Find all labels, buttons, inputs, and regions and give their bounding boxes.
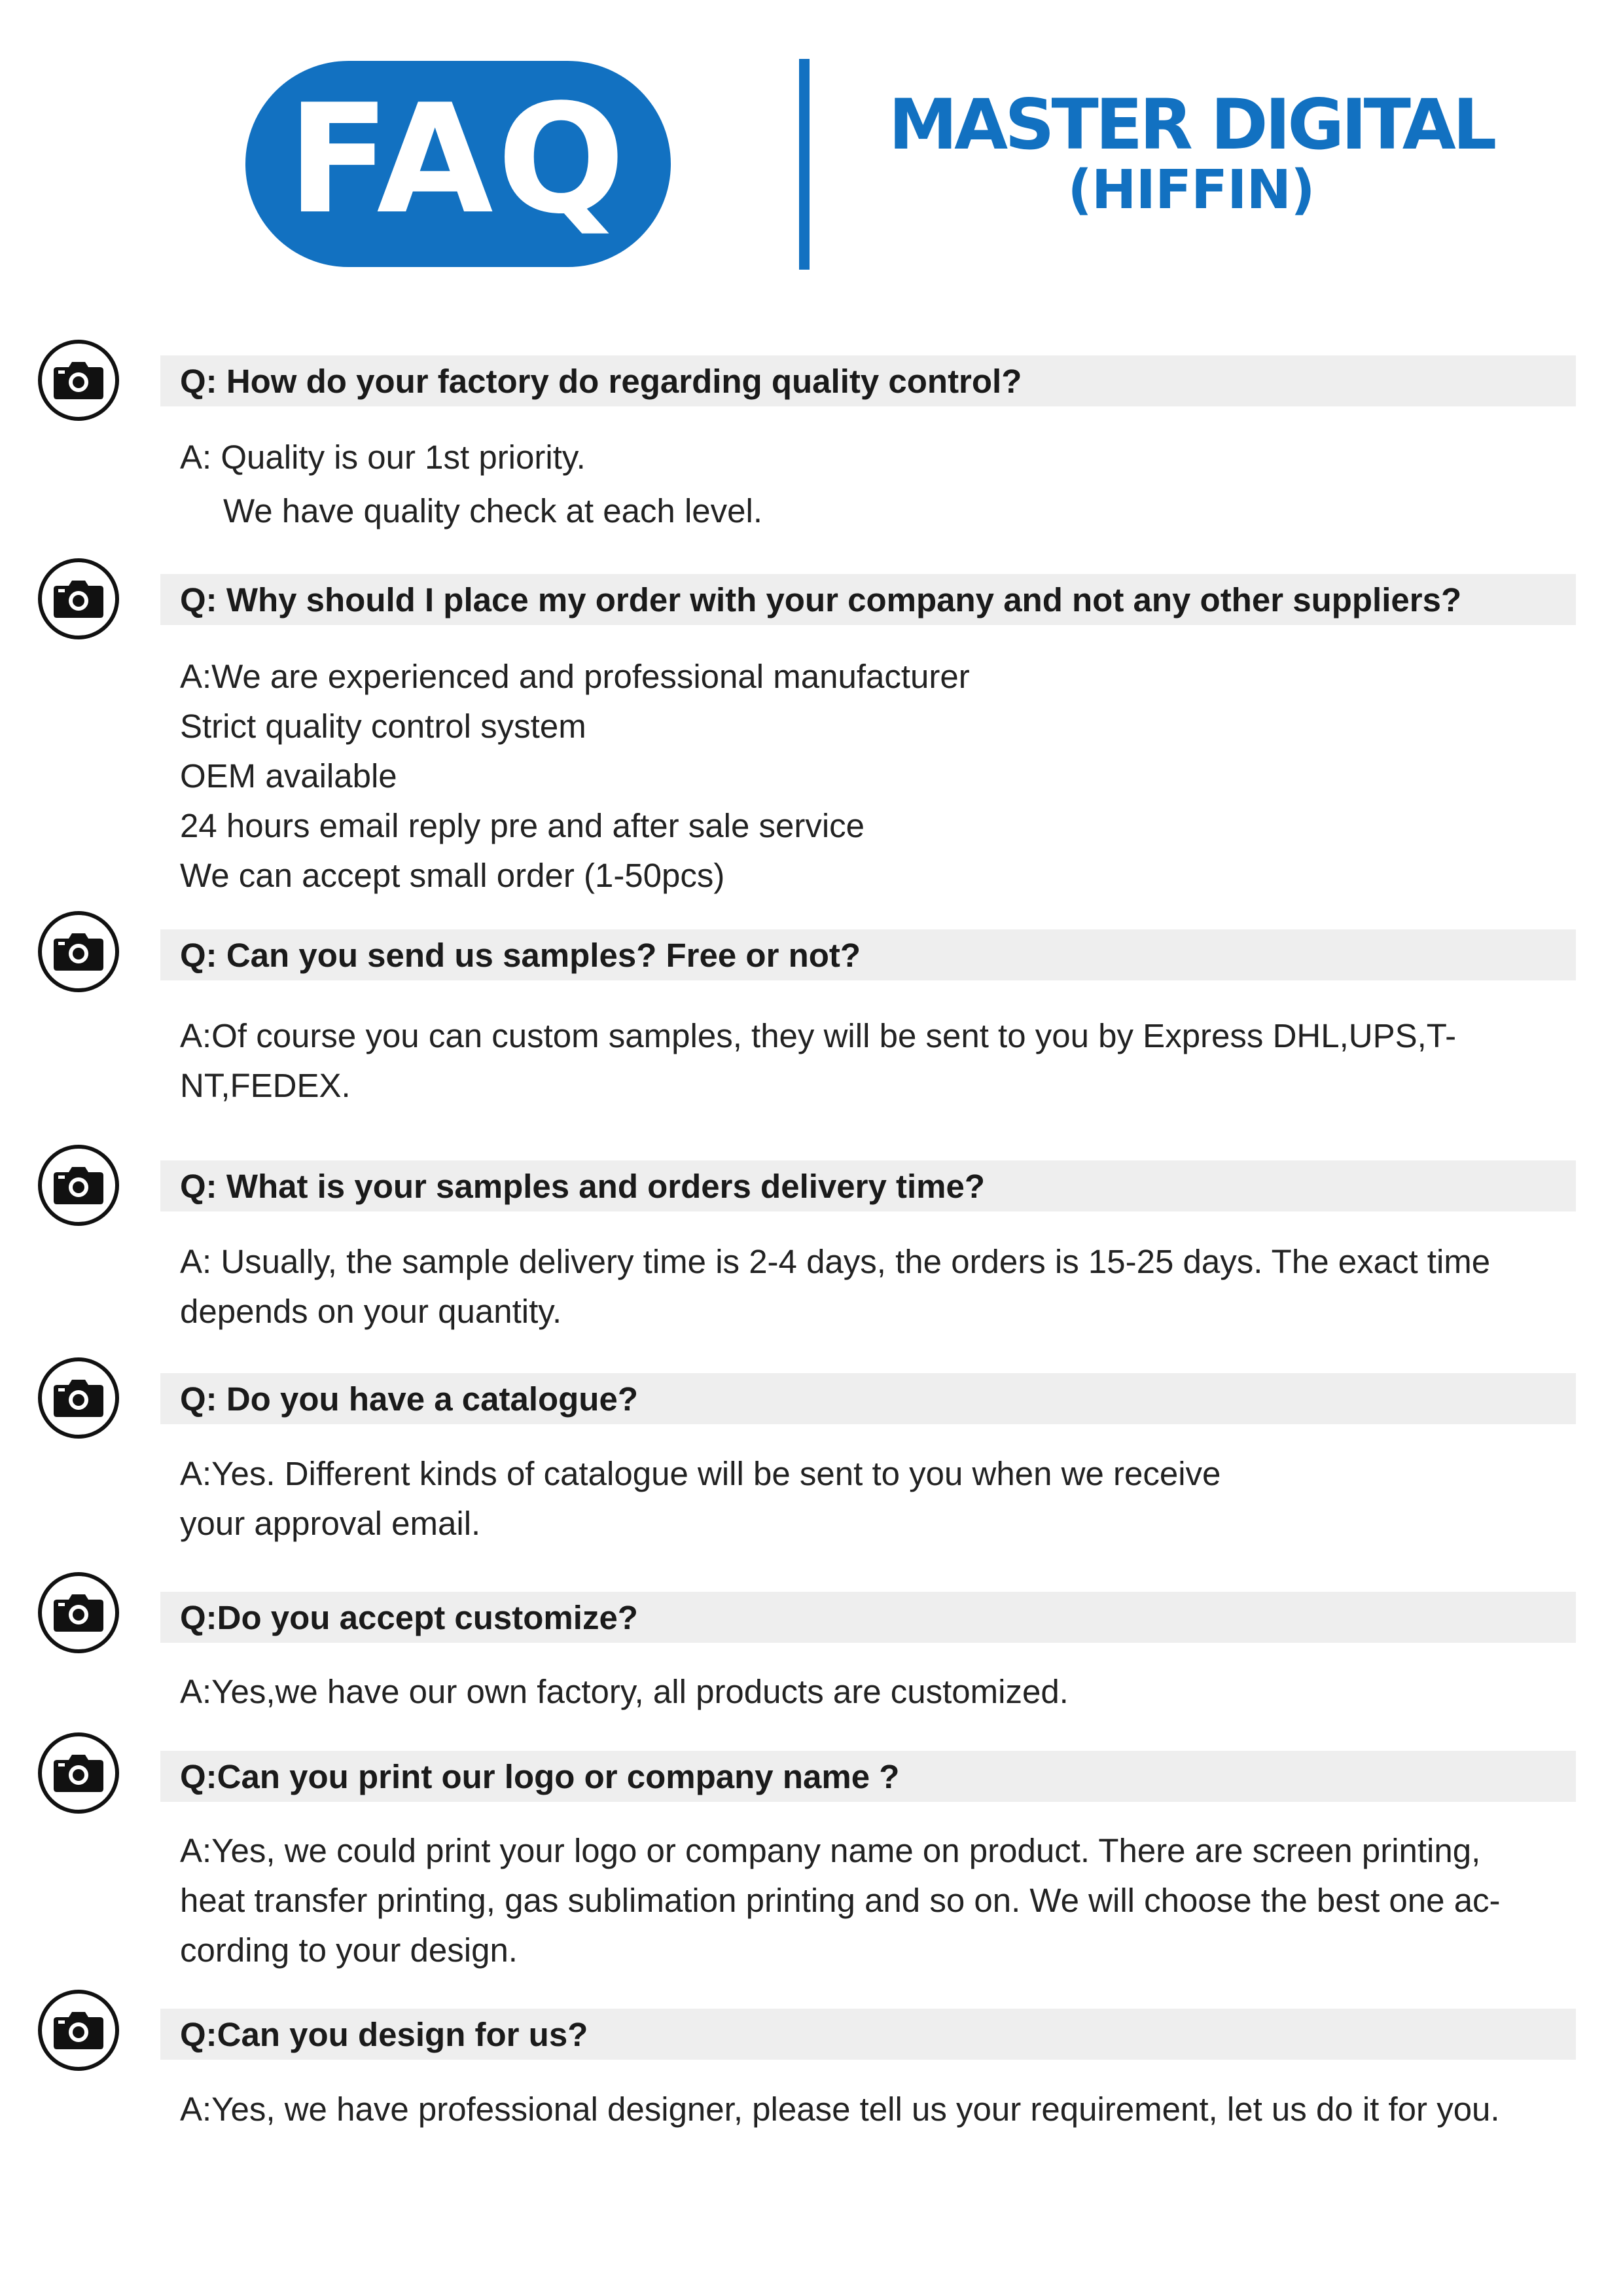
answer-line: A: Quality is our 1st priority. (180, 439, 586, 476)
question-text: Q: Can you send us samples? Free or not? (180, 937, 861, 974)
answer-line: cording to your design. (180, 1931, 518, 1969)
answer-line: your approval email. (180, 1505, 481, 1542)
answer-line: A:Yes,we have our own factory, all products are customized. (180, 1673, 1069, 1710)
question-text: Q: Do you have a catalogue? (180, 1380, 638, 1418)
question-text: Q:Can you print our logo or company name ? (180, 1758, 900, 1795)
camera-icon (38, 558, 119, 639)
answer-line: A:Yes. Different kinds of catalogue will be sent to you when we receive (180, 1455, 1221, 1492)
answer-line: A:Yes, we have professional designer, please tell us your requirement, let us do it for you. (180, 2090, 1500, 2128)
camera-icon (38, 911, 119, 992)
faq-badge (245, 61, 671, 267)
camera-icon (38, 1572, 119, 1653)
question-text: Q:Do you accept customize? (180, 1599, 638, 1636)
answer-line: depends on your quantity. (180, 1293, 562, 1330)
camera-icon (38, 1357, 119, 1439)
camera-icon (38, 1145, 119, 1226)
faq-badge-label: FAQ (287, 72, 630, 247)
question-text: Q: Why should I place my order with your company and not any other suppliers? (180, 581, 1462, 619)
answer-line: We have quality check at each level. (223, 492, 763, 529)
answer-line: NT,FEDEX. (180, 1067, 351, 1104)
answer-line: OEM available (180, 757, 397, 795)
answer-line: A:Yes, we could print your logo or company name on product. There are screen printing, (180, 1832, 1481, 1869)
answer-line: Strict quality control system (180, 708, 586, 745)
answer-line: We can accept small order (1-50pcs) (180, 857, 725, 894)
header-divider (799, 59, 810, 270)
brand-name: MASTER DIGITAL (888, 84, 1494, 165)
answer-line: heat transfer printing, gas sublimation printing and so on. We will choose the best one ac- (180, 1882, 1501, 1919)
brand-subtitle: (HIFFIN) (1067, 159, 1315, 221)
answer-line: A: Usually, the sample delivery time is 2-4 days, the orders is 15-25 days. The exact time (180, 1243, 1491, 1280)
camera-icon (38, 1732, 119, 1814)
camera-icon (38, 340, 119, 421)
question-text: Q: What is your samples and orders delivery time? (180, 1168, 986, 1205)
answer-line: A:Of course you can custom samples, they will be sent to you by Express DHL,UPS,T- (180, 1017, 1457, 1054)
answer-line: 24 hours email reply pre and after sale service (180, 807, 865, 844)
question-text: Q: How do your factory do regarding quality control? (180, 363, 1022, 400)
answer-line: A:We are experienced and professional manufacturer (180, 658, 970, 695)
question-text: Q:Can you design for us? (180, 2016, 588, 2053)
camera-icon (38, 1990, 119, 2071)
